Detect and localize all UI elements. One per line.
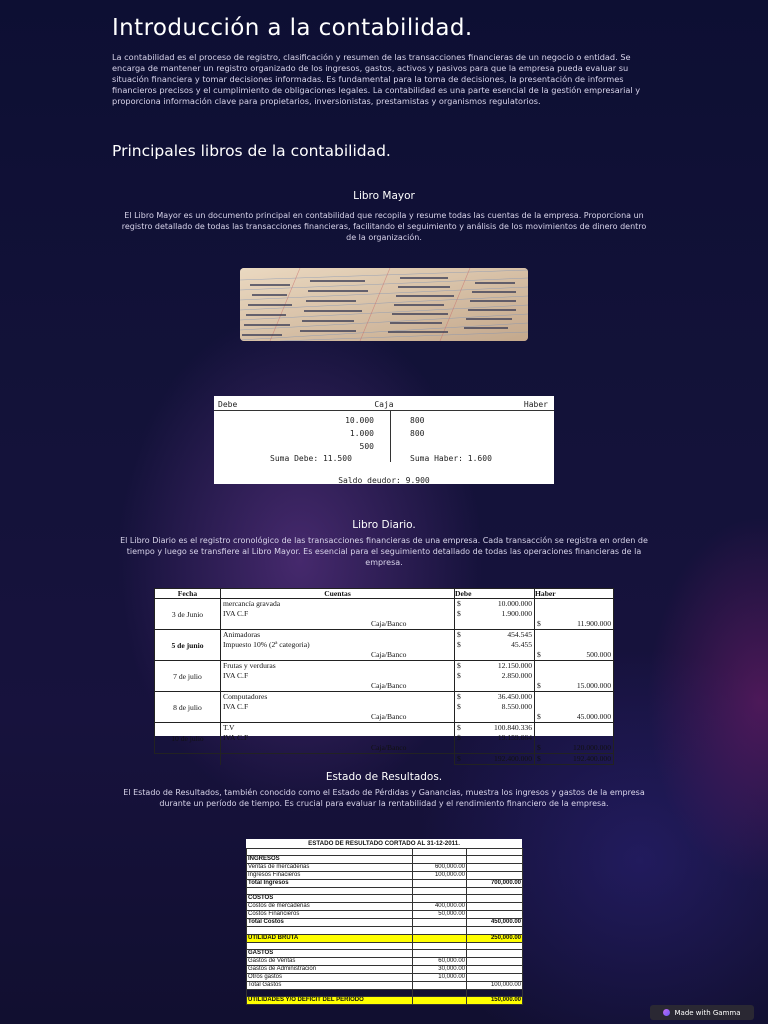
estado-label-cell: Ventas de mercaderias (247, 864, 413, 872)
estado-value-cell (467, 957, 523, 965)
estado-label-cell (247, 849, 413, 856)
estado-row (247, 849, 523, 856)
estado-value-cell (467, 965, 523, 973)
estado-row (247, 965, 523, 973)
estado-row (247, 911, 523, 919)
estado-label-cell (247, 989, 413, 996)
haber-cell: $ 120.000.000 (535, 723, 614, 754)
t-account-debe-label: Debe (218, 400, 238, 409)
estado-row (247, 957, 523, 965)
section-heading: Principales libros de la contabilidad. (112, 142, 391, 160)
estado-value-cell (467, 973, 523, 981)
estado-row (247, 872, 523, 880)
cuentas-cell: Frutas y verduras IVA C.F Caja/Banco (221, 661, 455, 692)
estado-label-cell: UTILIDADES Y/O DEFICIT DEL PERIODO (247, 996, 413, 1004)
estado-row (247, 903, 523, 911)
t-account-debe-values: 10.000 1.000 500 (345, 416, 374, 451)
libro-mayor-text: El Libro Mayor es un documento principal en contabilidad que recopila y resume todas las cuentas de la empresa. Proporciona un registro detallado de todas las transacciones financieras, facilitando el seguimiento y análisis de los movimientos de dinero dentro de la organización. (121, 211, 647, 242)
haber-cell: $ 15.000.000 (535, 661, 614, 692)
debe-cell: $ 10.000.000 $ 1.900.000 (455, 599, 535, 630)
debe-cell: $ 454.545 $ 45.455 (455, 630, 535, 661)
estado-label-cell (247, 888, 413, 895)
estado-value-cell: 60,000.00 (413, 957, 467, 965)
table-row (155, 661, 614, 692)
table-row (155, 723, 614, 754)
table-row (155, 692, 614, 723)
t-account-title: Caja (374, 400, 394, 409)
fecha-cell: 5 de junio (155, 630, 221, 661)
estado-row (247, 864, 523, 872)
header-haber: Haber (535, 589, 614, 599)
debe-cell: $ 36.450.000 $ 8.550.000 (455, 692, 535, 723)
estado-value-cell: 250,000.00 (467, 934, 523, 942)
cuentas-cell: Animadoras Impuesto 10% (2ª categoria) Caja/Banco (221, 630, 455, 661)
estado-value-cell: 400,000.00 (413, 903, 467, 911)
estado-value-cell: 100,000.00 (413, 872, 467, 880)
estado-label-cell (247, 927, 413, 934)
table-row (155, 599, 614, 630)
cuentas-cell: mercancía gravada IVA C.F Caja/Banco (221, 599, 455, 630)
libro-diario-table (154, 588, 613, 763)
t-account-caja (214, 396, 554, 484)
libro-diario-heading: Libro Diario. (352, 519, 416, 531)
libro-diario-text: El Libro Diario es el registro cronológico de las transacciones financieras de una empresa. Cada transacción se registra en orden de tiempo y luego se transfiere al Libro Mayor. Es esencial para el seguimiento detallado de todas las operaciones financieras de la empresa. (120, 536, 648, 567)
t-account-suma-debe: Suma Debe: 11.500 (270, 454, 352, 463)
table-header-row (155, 589, 614, 599)
estado-value-cell (467, 927, 523, 934)
estado-value-cell: 10,000.00 (413, 973, 467, 981)
t-account-saldo: Saldo deudor: 9.900 (338, 476, 430, 485)
haber-cell: $ 11.900.000 (535, 599, 614, 630)
estado-label-cell: Otros gastos (247, 973, 413, 981)
ledger-photo (240, 268, 528, 341)
header-fecha: Fecha (155, 589, 221, 599)
intro-paragraph: La contabilidad es el proceso de registro, clasificación y resumen de las transacciones financieras de un negocio o entidad. Se encarga de mantener un registro organizado de los ingresos, gastos, activos y pasivos para que la empresa pueda evaluar su situación financiera y tomar decisiones informadas. Es fundamental para la toma de decisiones, la presentación de informes financieros precisos y el cumplimiento de obligaciones legales. La contabilidad es una parte esencial de la gestión empresarial y proporciona información clave para propietarios, inversionistas, prestamistas y organismos regulatorios. (112, 52, 641, 106)
debe-cell: $ 12.150.000 $ 2.850.000 (455, 661, 535, 692)
estado-row (247, 880, 523, 888)
estado-value-cell (413, 934, 467, 942)
estado-label-cell: Gastos de Ventas (247, 957, 413, 965)
debe-cell: $ 100.840.336 $ 19.159.664 (455, 723, 535, 754)
cuentas-cell: Computadores IVA C.F Caja/Banco (221, 692, 455, 723)
gamma-badge-label: Made with Gamma (674, 1008, 741, 1017)
estado-value-cell (413, 880, 467, 888)
estado-value-cell (413, 949, 467, 957)
estado-value-cell (413, 919, 467, 927)
estado-value-cell (467, 888, 523, 895)
estado-row (247, 895, 523, 903)
t-account-top-rule (214, 410, 554, 411)
estado-resultados-table (246, 839, 522, 1003)
estado-row (247, 996, 523, 1004)
libro-mayor-heading: Libro Mayor (353, 190, 415, 202)
estado-row (247, 927, 523, 934)
estado-row (247, 942, 523, 949)
estado-label-cell: Total Ingresos (247, 880, 413, 888)
estado-value-cell (413, 981, 467, 989)
estado-value-cell (413, 996, 467, 1004)
t-account-suma-haber: Suma Haber: 1.600 (410, 454, 492, 463)
estado-value-cell (467, 949, 523, 957)
t-account-divider (390, 410, 391, 462)
estado-value-cell (467, 903, 523, 911)
fecha-cell: 8 de julio (155, 692, 221, 723)
fecha-cell: 3 de Junio (155, 599, 221, 630)
estado-value-cell (467, 911, 523, 919)
estado-row (247, 949, 523, 957)
header-cuentas: Cuentas (221, 589, 455, 599)
estado-label-cell: Total Costos (247, 919, 413, 927)
estado-row (247, 981, 523, 989)
header-debe: Debe (455, 589, 535, 599)
estado-row (247, 934, 523, 942)
estado-label-cell (247, 942, 413, 949)
total-haber: $ 192.400.000 (535, 754, 614, 765)
estado-row (247, 989, 523, 996)
estado-row (247, 919, 523, 927)
estado-label-cell: COSTOS (247, 895, 413, 903)
haber-cell: $ 500.000 (535, 630, 614, 661)
made-with-gamma-badge[interactable] (650, 1005, 754, 1020)
estado-value-cell (413, 856, 467, 864)
fecha-cell: 7 de julio (155, 661, 221, 692)
estado-label-cell: INGRESOS (247, 856, 413, 864)
estado-value-cell (413, 888, 467, 895)
estado-value-cell: 100,000.00 (467, 981, 523, 989)
estado-text: El Estado de Resultados, también conocido como el Estado de Pérdidas y Ganancias, muestra los ingresos y gastos de la empresa durante un período de tiempo. Es crucial para evaluar la rentabilidad y el rendimiento financiero de la empresa. (123, 788, 645, 808)
estado-value-cell (413, 927, 467, 934)
estado-value-cell (467, 849, 523, 856)
estado-value-cell (467, 989, 523, 996)
estado-value-cell (467, 856, 523, 864)
estado-value-cell (413, 989, 467, 996)
estado-value-cell (467, 895, 523, 903)
totals-row (155, 754, 614, 765)
estado-table-title: ESTADO DE RESULTADO CORTADO AL 31-12-2011. (308, 840, 460, 847)
haber-cell: $ 45.000.000 (535, 692, 614, 723)
estado-label-cell: Gastos de Administracion (247, 965, 413, 973)
table-row (155, 630, 614, 661)
estado-value-cell (413, 942, 467, 949)
estado-value-cell (467, 872, 523, 880)
estado-label-cell: GASTOS (247, 949, 413, 957)
estado-value-cell: 600,000.00 (413, 864, 467, 872)
estado-value-cell: 30,000.00 (413, 965, 467, 973)
estado-label-cell: UTILIDAD BRUTA (247, 934, 413, 942)
page-title: Introducción a la contabilidad. (112, 15, 473, 41)
total-debe: $ 192.400.000 (455, 754, 535, 765)
t-account-haber-values: 800 800 (410, 416, 425, 438)
estado-value-cell: 150,000.00 (467, 996, 523, 1004)
estado-value-cell: 700,000.00 (467, 880, 523, 888)
estado-row (247, 856, 523, 864)
estado-label-cell: Total Gastos (247, 981, 413, 989)
fecha-cell: 10 de julio (155, 723, 221, 754)
t-account-haber-label: Haber (523, 400, 548, 409)
estado-value-cell (467, 864, 523, 872)
estado-value-cell: 50,000.00 (413, 911, 467, 919)
estado-label-cell: Costos de mercaderias (247, 903, 413, 911)
estado-value-cell (413, 895, 467, 903)
estado-value-cell (413, 849, 467, 856)
estado-heading: Estado de Resultados. (325, 771, 443, 783)
estado-label-cell: Costos Financieros (247, 911, 413, 919)
gamma-logo-icon (663, 1009, 670, 1016)
estado-value-cell (467, 942, 523, 949)
estado-row (247, 888, 523, 895)
estado-value-cell: 450,000.00 (467, 919, 523, 927)
estado-label-cell: Ingresos Finacieros (247, 872, 413, 880)
cuentas-cell: T.V IVA C.F Caja/Banco (221, 723, 455, 754)
estado-row (247, 973, 523, 981)
